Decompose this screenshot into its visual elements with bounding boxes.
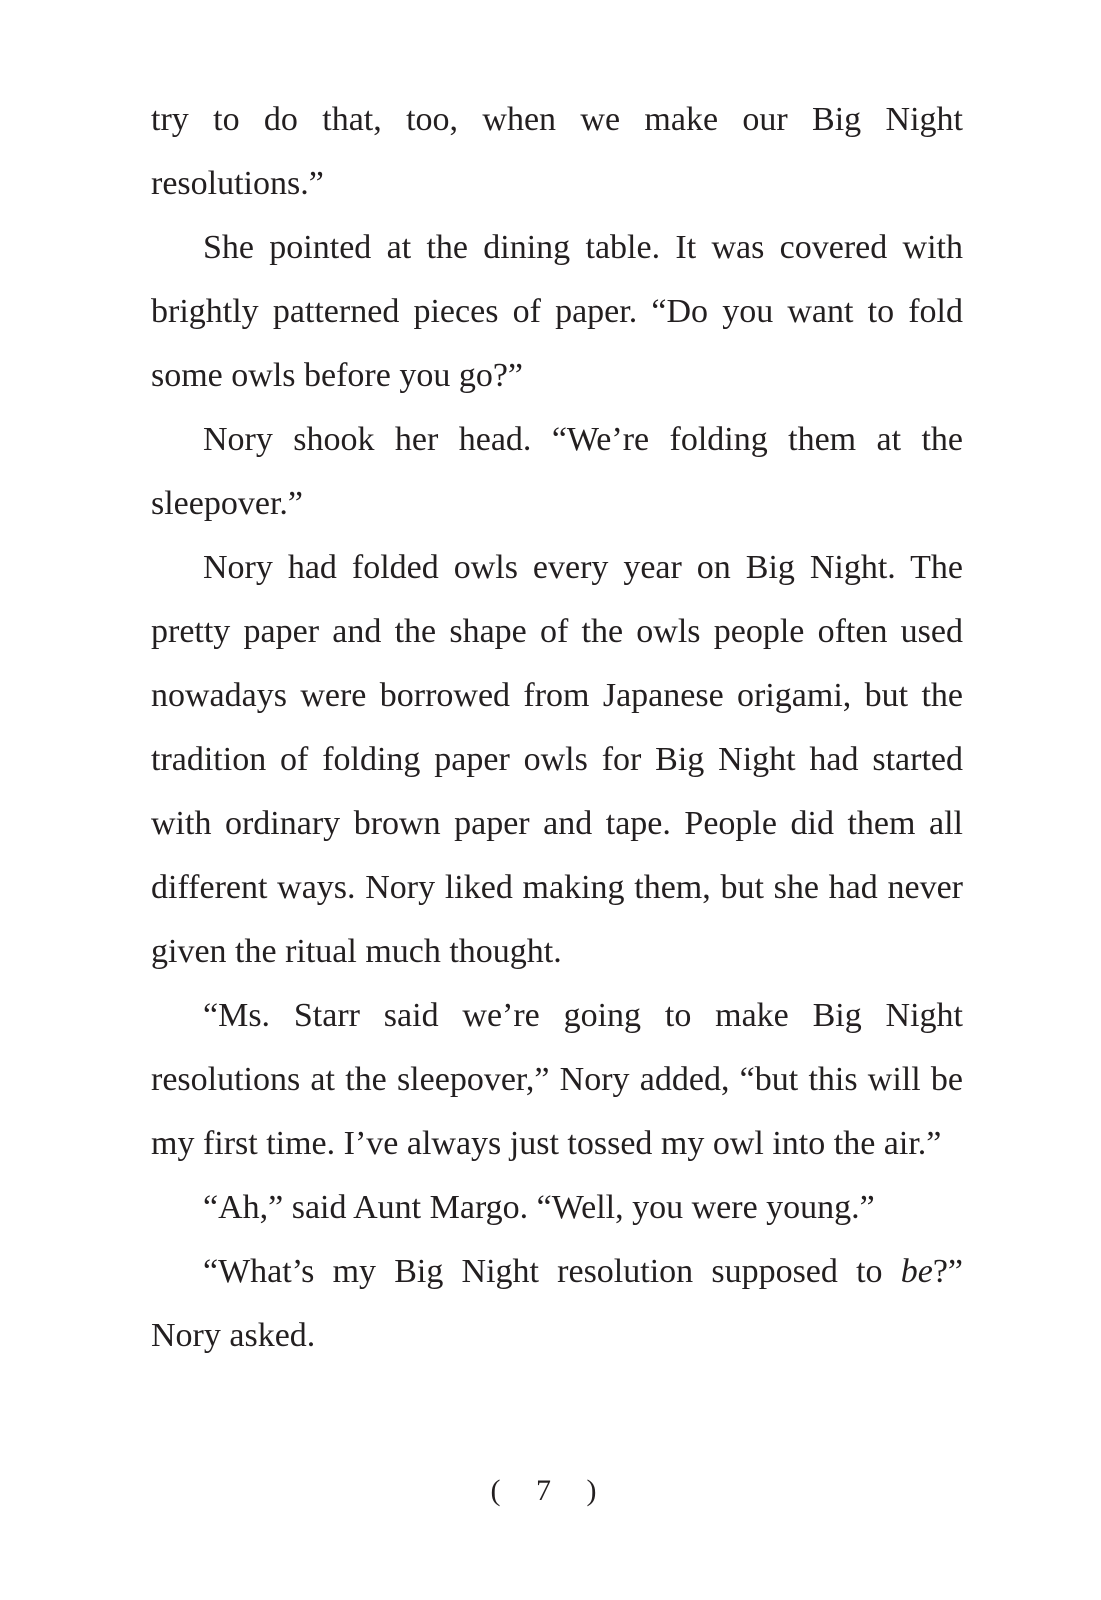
- paragraph-4-text: Nory had folded owls every year on Big Night. The pretty paper and the shape of the owls people often used nowadays were borrowed from Japanese origami, but the tradition of folding paper owls for Big Night had started with ordinary brown paper and tape. People did them all different ways. Nory liked making them, but she had never given the ritual much thought.: [151, 549, 963, 970]
- body-text: [151, 88, 963, 1368]
- paragraph-3-text: Nory shook her head. “We’re folding them at the sleepover.”: [151, 421, 963, 522]
- paragraph-7: [151, 1240, 963, 1368]
- paragraph-1-text: try to do that, too, when we make our Big Night resolutions.”: [151, 101, 963, 202]
- paragraph-2: [151, 216, 963, 408]
- paragraph-4: [151, 536, 963, 984]
- paragraph-2-text: She pointed at the dining table. It was covered with brightly patterned pieces of paper. “Do you want to fold some owls before you go?”: [151, 229, 963, 394]
- paragraph-5-text: “Ms. Starr said we’re going to make Big Night resolutions at the sleepover,” Nory added, “but this will be my first time. I’ve always just tossed my owl into the air.”: [151, 997, 963, 1162]
- paragraph-5: [151, 984, 963, 1176]
- paragraph-6: [151, 1176, 963, 1240]
- paragraph-3: [151, 408, 963, 536]
- paragraph-7-text-after: ?” Nory asked.: [151, 1253, 963, 1354]
- paragraph-6-text: “Ah,” said Aunt Margo. “Well, you were young.”: [203, 1189, 875, 1226]
- paragraph-1: [151, 88, 963, 216]
- paragraph-7-italic: be: [900, 1253, 933, 1290]
- page-number: ( 7 ): [490, 1474, 611, 1507]
- paragraph-7-text: “What’s my Big Night resolution supposed to: [203, 1253, 901, 1290]
